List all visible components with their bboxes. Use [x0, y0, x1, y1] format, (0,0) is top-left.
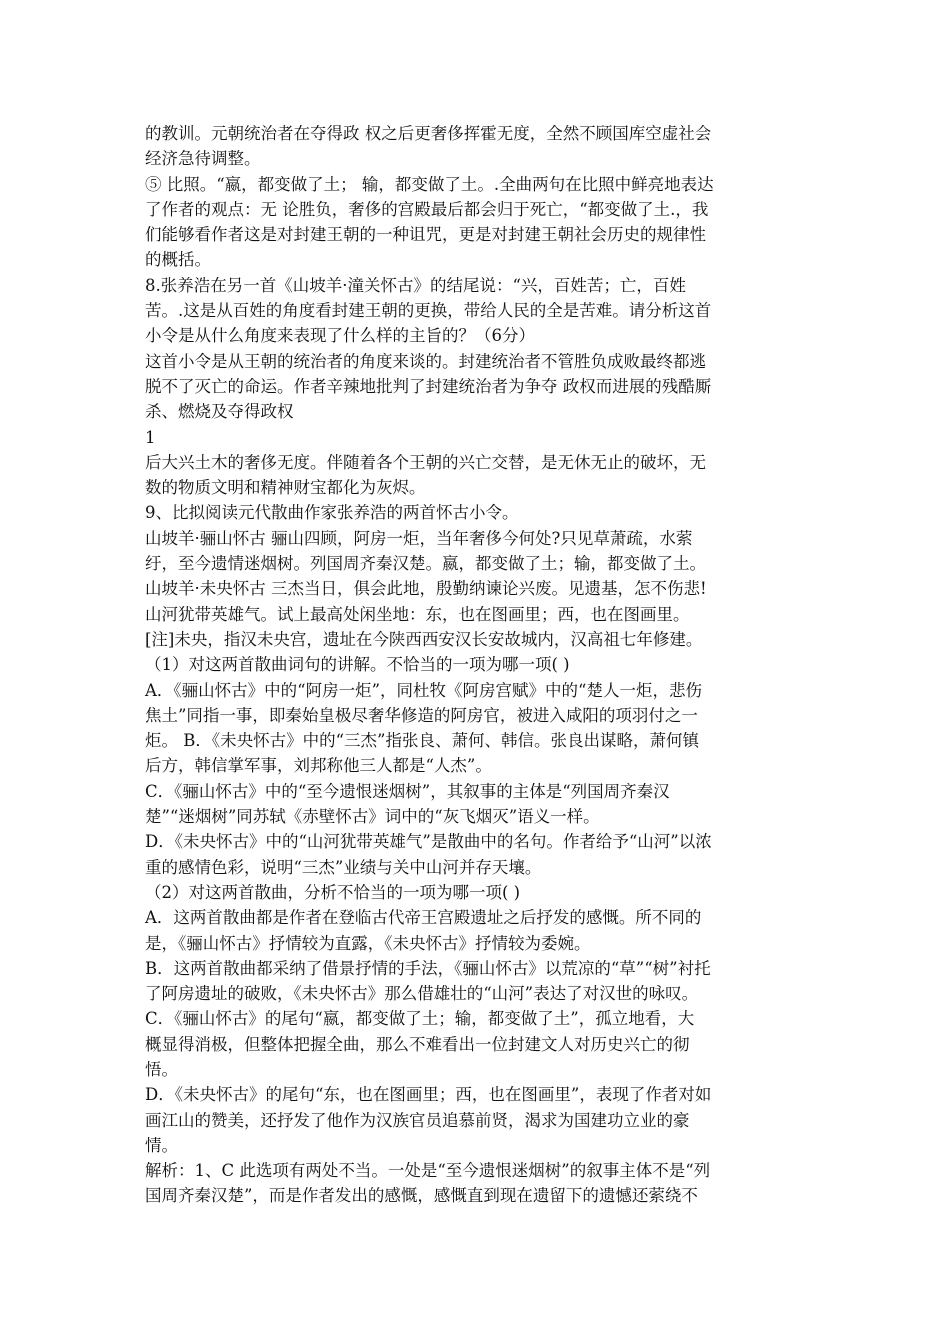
text-line: 经济急待调整。 — [145, 149, 261, 169]
text-line: 后大兴土木的奢侈无度。伴随着各个王朝的兴亡交替，是无休无止的破坏，无 — [145, 452, 706, 472]
text-line: ⑤ 比照。“嬴，都变做了土； 输，都变做了土。.全曲两句在比照中鲜亮地表达 — [145, 174, 714, 194]
text-line: 情。 — [145, 1135, 178, 1155]
text-line: [注]未央，指汉未央宫，遗址在今陕西西安汉长安故城内，汉高祖七年修建。 — [145, 629, 703, 649]
text-line: 楚”“迷烟树”同苏轼《赤壁怀古》词中的“灰飞烟灭”语义一样。 — [145, 807, 600, 827]
text-line: A．《骊山怀古》中的“阿房一炬”，同杜牧《阿房宫赋》中的“楚人一炬，悲伤 — [145, 680, 702, 700]
text-line: 数的物质文明和精神财宝都化为灰烬。 — [145, 478, 426, 498]
text-line: 小令是从什么角度来表现了什么样的主旨的？（6分） — [145, 326, 535, 346]
text-line: 1 — [145, 427, 156, 447]
text-line: （1）对这两首散曲词句的讲解。不恰当的一项为哪一项( ) — [145, 655, 570, 675]
text-line: 山坡羊·骊山怀古 骊山四顾，阿房一炬，当年奢侈今何处?只见草萧疏，水萦 — [145, 528, 693, 548]
text-line: 解析：1、C 此选项有两处不当。一处是“至今遗恨迷烟树”的叙事主体不是“列 — [145, 1161, 711, 1181]
text-line: 画江山的赞美，还抒发了他作为汉族官员追慕前贤，渴求为国建功立业的豪 — [145, 1110, 690, 1130]
text-line: 了作者的观点：无 论胜负，奢侈的宫殿最后都会归于死亡，“都变做了土.，我 — [145, 199, 709, 219]
text-line: （2）对这两首散曲，分析不恰当的一项为哪一项( ) — [145, 882, 521, 902]
document-page — [145, 121, 810, 1209]
text-line: 脱不了灭亡的命运。作者辛辣地批判了封建统治者为争夺 政权而进展的残酷厮 — [145, 376, 712, 396]
text-line: 们能够看作者这是对封建王朝的一种诅咒，更是对封建王朝社会历史的规律性 — [145, 225, 706, 245]
text-line: C．《骊山怀古》的尾句“嬴，都变做了土；输，都变做了土”，孤立地看，大 — [145, 1009, 695, 1029]
text-line: 重的感情色彩，说明“三杰”业绩与关中山河并存天壤。 — [145, 857, 542, 877]
text-line: 的概括。 — [145, 250, 211, 270]
text-line: 悟。 — [145, 1059, 178, 1079]
text-line: B．这两首散曲都采纳了借景抒情的手法，《骊山怀古》以荒凉的“草”“树”衬托 — [145, 958, 711, 978]
text-line: 9、比拟阅读元代散曲作家张养浩的两首怀古小令。 — [145, 503, 519, 523]
text-line: C．《骊山怀古》中的“至今遗恨迷烟树”，其叙事的主体是“列国周齐秦汉 — [145, 781, 670, 801]
text-line: 8.张养浩在另一首《山坡羊·潼关怀古》的结尾说：“兴，百姓苦；亡，百姓 — [145, 275, 686, 295]
text-line: 这首小令是从王朝的统治者的角度来谈的。封建统治者不管胜负成败最终都逃 — [145, 351, 706, 371]
text-line: 国周齐秦汉楚”，而是作者发出的感慨，感慨直到现在遗留下的遗憾还萦绕不 — [145, 1186, 698, 1206]
text-line: 是，《骊山怀古》抒情较为直露，《未央怀古》抒情较为委婉。 — [145, 933, 591, 953]
text-line: 山河犹带英雄气。试上最高处闲坐地：东，也在图画里；西，也在图画里。 — [145, 604, 690, 624]
text-line: 后方，韩信掌军事，刘邦称他三人都是“人杰”。 — [145, 756, 492, 776]
text-line: 概显得消极，但整体把握全曲，那么不难看出一位封建文人对历史兴亡的彻 — [145, 1034, 690, 1054]
text-line: A．这两首散曲都是作者在登临古代帝王宫殿遗址之后抒发的感慨。所不同的 — [145, 908, 702, 928]
text-line: 山坡羊·未央怀古 三杰当日，俱会此地，殷勤纳谏论兴废。见遗基，怎不伤悲! — [145, 579, 707, 599]
text-line: D．《未央怀古》的尾句“东，也在图画里；西，也在图画里”，表现了作者对如 — [145, 1085, 712, 1105]
text-line: D．《未央怀古》中的“山河犹带英雄气”是散曲中的名句。作者给予“山河”以浓 — [145, 832, 712, 852]
text-line: 焦土”同指一事，即秦始皇极尽奢华修造的阿房官，被进入咸阳的项羽付之一 — [145, 705, 698, 725]
text-line: 杀、燃烧及夺得政权 — [145, 402, 294, 422]
text-line: 了阿房遗址的破败，《未央怀古》那么借雄壮的“山河”表达了对汉世的咏叹。 — [145, 984, 699, 1004]
text-line: 炬。 B．《未央怀古》中的“三杰”指张良、萧何、韩信。张良出谋略，萧何镇 — [145, 731, 699, 751]
text-line: 纡，至今遗情迷烟树。列国周齐秦汉楚。嬴，都变做了土；输，都变做了土。 — [145, 554, 706, 574]
text-line: 的教训。元朝统治者在夺得政 权之后更奢侈挥霍无度，全然不顾国库空虚社会 — [145, 124, 712, 143]
text-line: 苦。.这是从百姓的角度看封建王朝的更换，带给人民的全是苦难。请分析这首 — [145, 301, 712, 321]
